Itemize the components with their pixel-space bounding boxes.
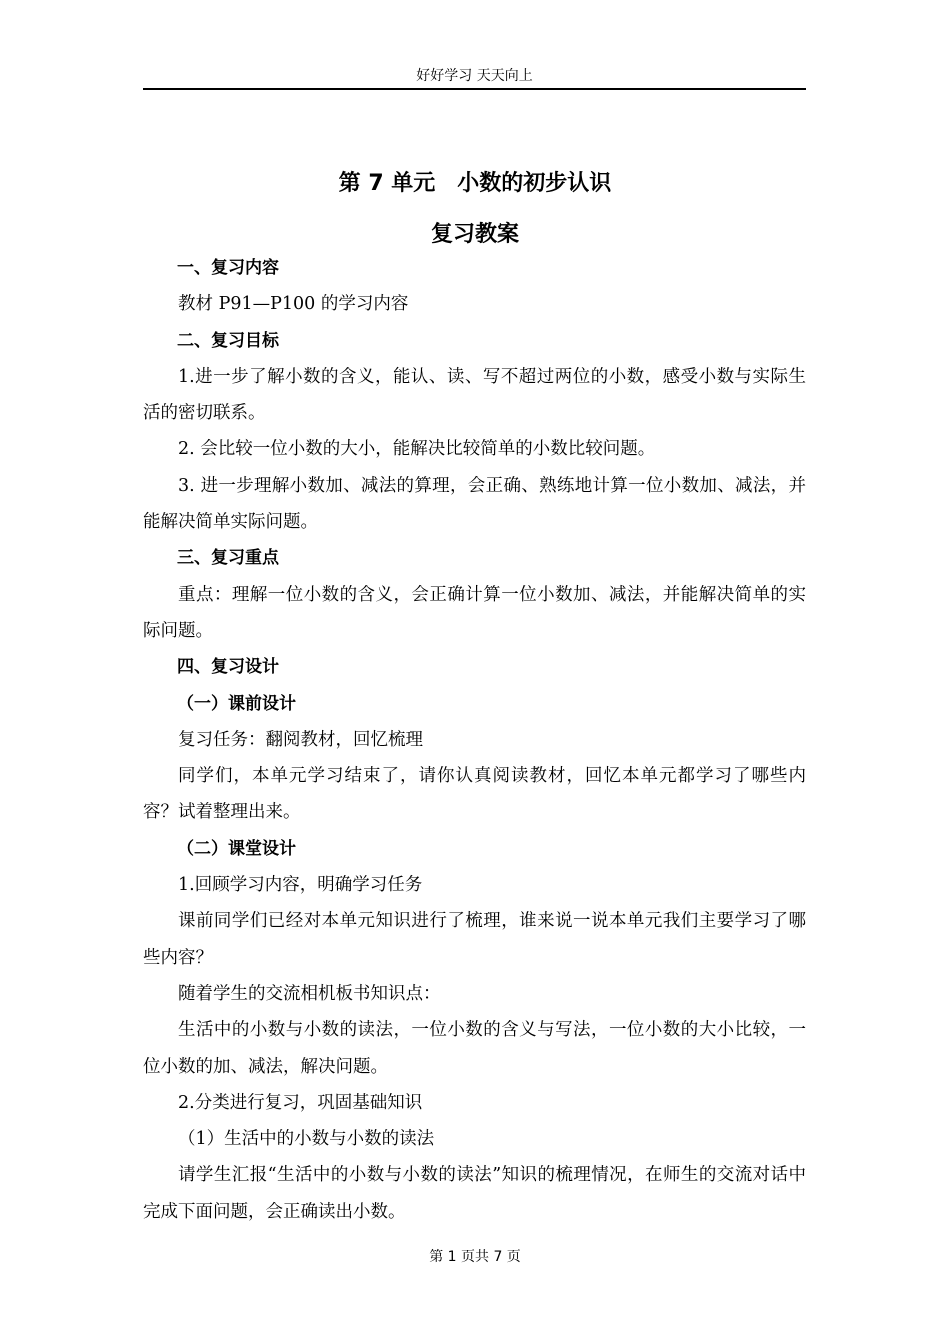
document-title: 第 7 单元 小数的初步认识 <box>338 171 612 196</box>
page-number: 第 1 页共 7 页 <box>429 1249 521 1265</box>
paragraph: 2.分类进行复习，巩固基础知识 <box>178 1092 423 1113</box>
section-heading-review-content: 一、复习内容 <box>177 258 279 278</box>
paragraph: 重点：理解一位小数的含义，会正确计算一位小数加、减法，并能解决简单的实际问题。 <box>143 584 806 641</box>
paragraph: 2. 会比较一位小数的大小，能解决比较简单的小数比较问题。 <box>178 439 656 460</box>
section-heading-review-design: 四、复习设计 <box>177 657 279 678</box>
document-body <box>143 250 806 1230</box>
paragraph: 生活中的小数与小数的读法，一位小数的含义与写法，一位小数的大小比较，一位小数的加、减法，解决问题。 <box>143 1020 806 1077</box>
paragraph: 3. 进一步理解小数加、减法的算理，会正确、熟练地计算一位小数加、减法，并能解决简单实际问题。 <box>143 475 806 533</box>
section-heading-review-goals: 二、复习目标 <box>177 330 279 351</box>
paragraph: 课前同学们已经对本单元知识进行了梳理，谁来说一说本单元我们主要学习了哪些内容？ <box>143 911 806 968</box>
paragraph: 请学生汇报“生活中的小数与小数的读法”知识的梳理情况，在师生的交流对话中完成下面问题，会正确读出小数。 <box>143 1165 806 1222</box>
paragraph: 随着学生的交流相机板书知识点： <box>178 983 441 1004</box>
paragraph: （1）生活中的小数与小数的读法 <box>178 1129 435 1150</box>
paragraph: 教材 P91—P100 的学习内容 <box>178 294 409 315</box>
subsection-heading-in-class: （二）课堂设计 <box>177 838 296 859</box>
subsection-heading-pre-class: （一）课前设计 <box>177 693 296 714</box>
section-heading-key-points: 三、复习重点 <box>177 548 279 569</box>
paragraph: 1.进一步了解小数的含义，能认、读、写不超过两位的小数，感受小数与实际生活的密切联系。 <box>143 366 806 424</box>
paragraph: 1.回顾学习内容，明确学习任务 <box>178 875 423 896</box>
document-subtitle: 复习教案 <box>430 222 519 247</box>
paragraph: 复习任务：翻阅教材，回忆梳理 <box>178 729 423 750</box>
page-header: 好好学习 天天向上 <box>416 68 533 84</box>
paragraph: 同学们，本单元学习结束了，请你认真阅读教材，回忆本单元都学习了哪些内容？试着整理出来。 <box>143 766 806 823</box>
header-rule <box>143 88 806 90</box>
